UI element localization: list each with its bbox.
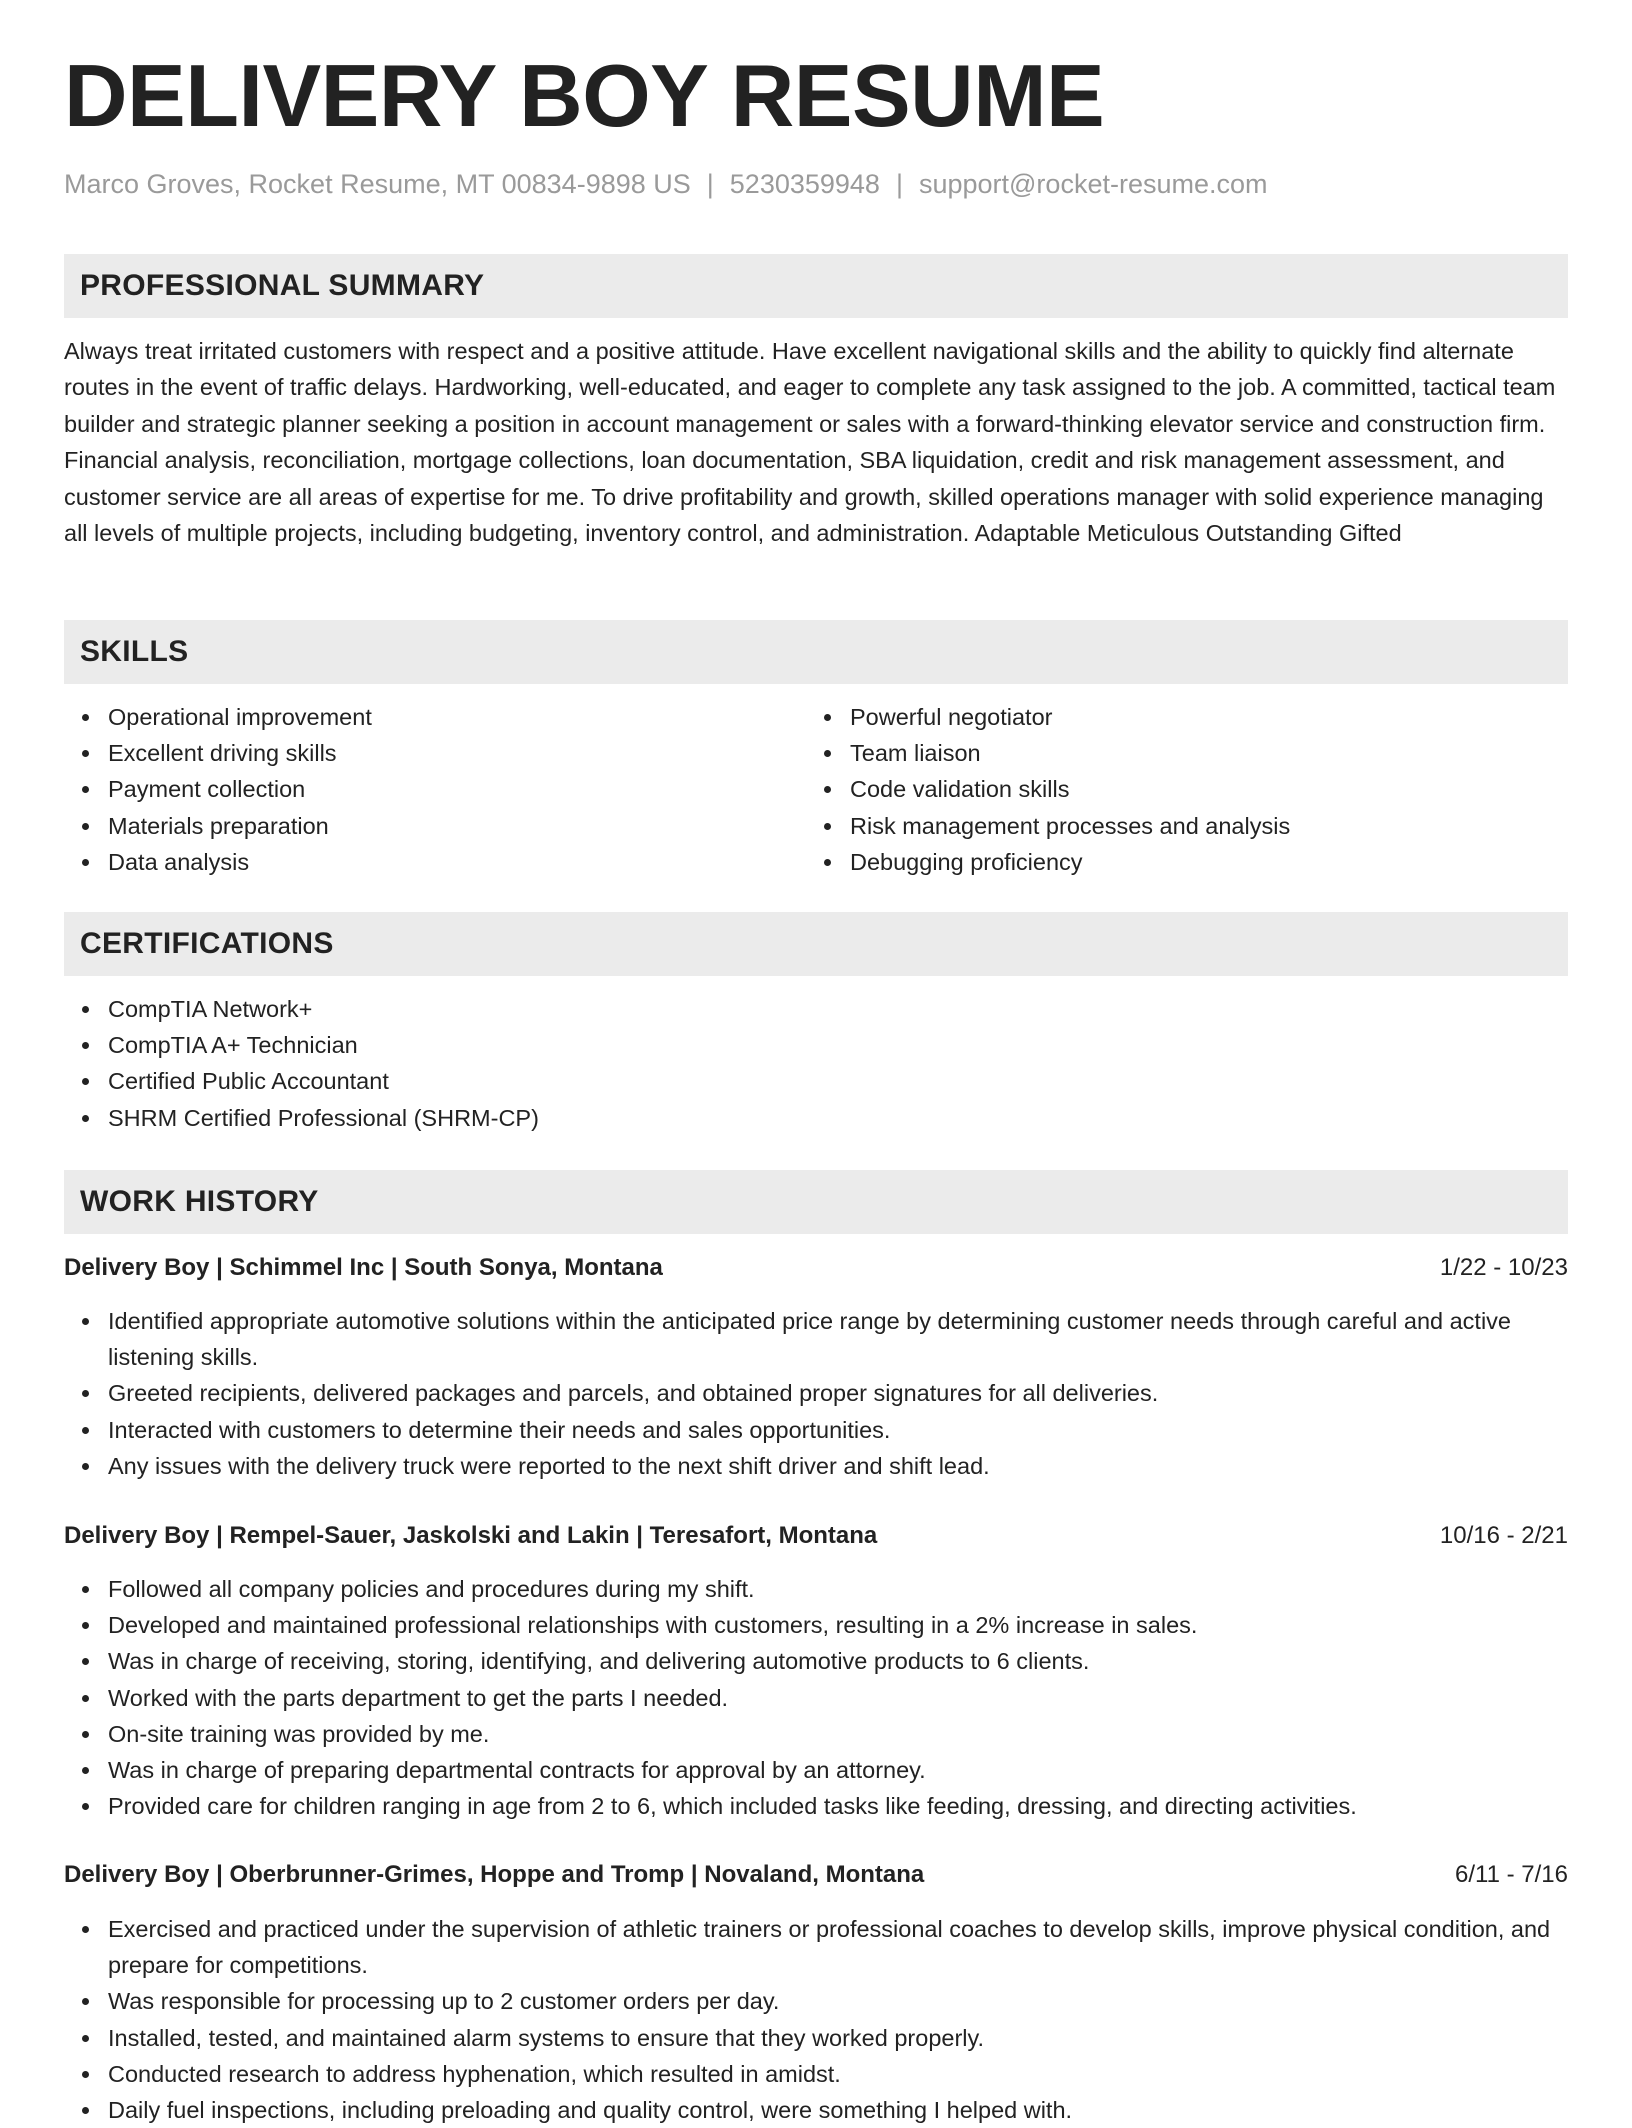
job-bullet: Daily fuel inspections, including preloading and quality control, were something I helped with. [108,2092,1568,2128]
section-title: WORK HISTORY [80,1185,319,1218]
job-bullet: Was responsible for processing up to 2 customer orders per day. [108,1983,1568,2019]
job-header [64,1522,1568,1551]
job-title: Delivery Boy | Schimmel Inc | South Sonya, Montana [64,1254,663,1281]
resume-title: DELIVERY BOY RESUME [64,46,1105,145]
section-title: CERTIFICATIONS [80,927,334,960]
job-bullet: Was in charge of receiving, storing, identifying, and delivering automotive products to 6 clients. [108,1643,1568,1679]
job-title: Delivery Boy | Rempel-Sauer, Jaskolski and Lakin | Teresafort, Montana [64,1522,878,1549]
job-bullet: On-site training was provided by me. [108,1716,1568,1752]
contact-separator: | [895,169,903,199]
section-header-skills [64,620,1568,684]
job-bullet: Greeted recipients, delivered packages and parcels, and obtained proper signatures for all deliveries. [108,1375,1568,1411]
certifications-list [64,991,1568,1136]
job-header [64,1861,1568,1890]
section-header-certifications [64,912,1568,976]
contact-separator: | [706,169,714,199]
job-bullet: Any issues with the delivery truck were reported to the next shift driver and shift lead. [108,1448,1568,1484]
skill-item: Code validation skills [850,771,1610,807]
section-title: PROFESSIONAL SUMMARY [80,269,485,302]
job-dates: 6/11 - 7/16 [1455,1861,1568,1888]
job-bullet: Interacted with customers to determine their needs and sales opportunities. [108,1412,1568,1448]
skill-item: Data analysis [108,844,808,880]
job-bullet: Developed and maintained professional relationships with customers, resulting in a 2% increase in sales. [108,1607,1568,1643]
job-dates: 1/22 - 10/23 [1439,1254,1568,1281]
certification-item: SHRM Certified Professional (SHRM-CP) [108,1100,1568,1136]
job-bullets [64,1303,1568,1484]
certification-item: CompTIA Network+ [108,991,1568,1027]
skill-item: Materials preparation [108,808,808,844]
section-header-work-history [64,1170,1568,1234]
skill-item: Operational improvement [108,699,808,735]
skills-list-left [64,699,808,880]
job-bullets [64,1571,1568,1824]
summary-text: Always treat irritated customers with respect and a positive attitude. Have excellent navigational skills and the ability to quickly find alternate routes in the event of traffic delays. Hardworking, well-educated, and eager to complete any task assigned to the job. A committed, tactical team builder and strategic planner seeking a position in account management or sales with a forward-thinking elevator service and construction firm. Financial analysis, reconciliation, mortgage collections, loan documentation, SBA liquidation, credit and risk management assessment, and customer service are all areas of expertise for me. To drive profitability and growth, skilled operations manager with solid experience managing all levels of multiple projects, including budgeting, inventory control, and administration. Adaptable Meticulous Outstanding Gifted [64,338,1556,547]
job-bullet: Installed, tested, and maintained alarm systems to ensure that they worked properly. [108,2020,1568,2056]
job-bullets [64,1911,1568,2128]
job-bullet: Worked with the parts department to get the parts I needed. [108,1680,1568,1716]
job-title: Delivery Boy | Oberbrunner-Grimes, Hoppe and Tromp | Novaland, Montana [64,1861,925,1888]
job-bullet: Was in charge of preparing departmental contracts for approval by an attorney. [108,1752,1568,1788]
job-dates: 10/16 - 2/21 [1439,1522,1568,1549]
skill-item: Risk management processes and analysis [850,808,1610,844]
contact-line [64,168,1268,200]
section-title: SKILLS [80,635,189,668]
skill-item: Excellent driving skills [108,735,808,771]
contact-email: support@rocket-resume.com [918,169,1268,199]
skill-item: Team liaison [850,735,1610,771]
contact-address: Marco Groves, Rocket Resume, MT 00834-9898 US [64,169,691,199]
skill-item: Powerful negotiator [850,699,1610,735]
job-bullet: Followed all company policies and procedures during my shift. [108,1571,1568,1607]
contact-phone: 5230359948 [729,169,880,199]
job-header [64,1254,1568,1283]
job-bullet: Exercised and practiced under the supervision of athletic trainers or professional coaches to develop skills, improve physical condition, and prepare for competitions. [108,1911,1568,1983]
skill-item: Debugging proficiency [850,844,1610,880]
skill-item: Payment collection [108,771,808,807]
job-bullet: Conducted research to address hyphenation, which resulted in amidst. [108,2056,1568,2092]
certification-item: Certified Public Accountant [108,1063,1568,1099]
job-bullet: Identified appropriate automotive solutions within the anticipated price range by determining customer needs through careful and active listening skills. [108,1303,1568,1375]
job-bullet: Provided care for children ranging in age from 2 to 6, which included tasks like feeding, dressing, and directing activities. [108,1788,1568,1824]
certification-item: CompTIA A+ Technician [108,1027,1568,1063]
skills-list-right [806,699,1610,880]
section-header-summary [64,254,1568,318]
